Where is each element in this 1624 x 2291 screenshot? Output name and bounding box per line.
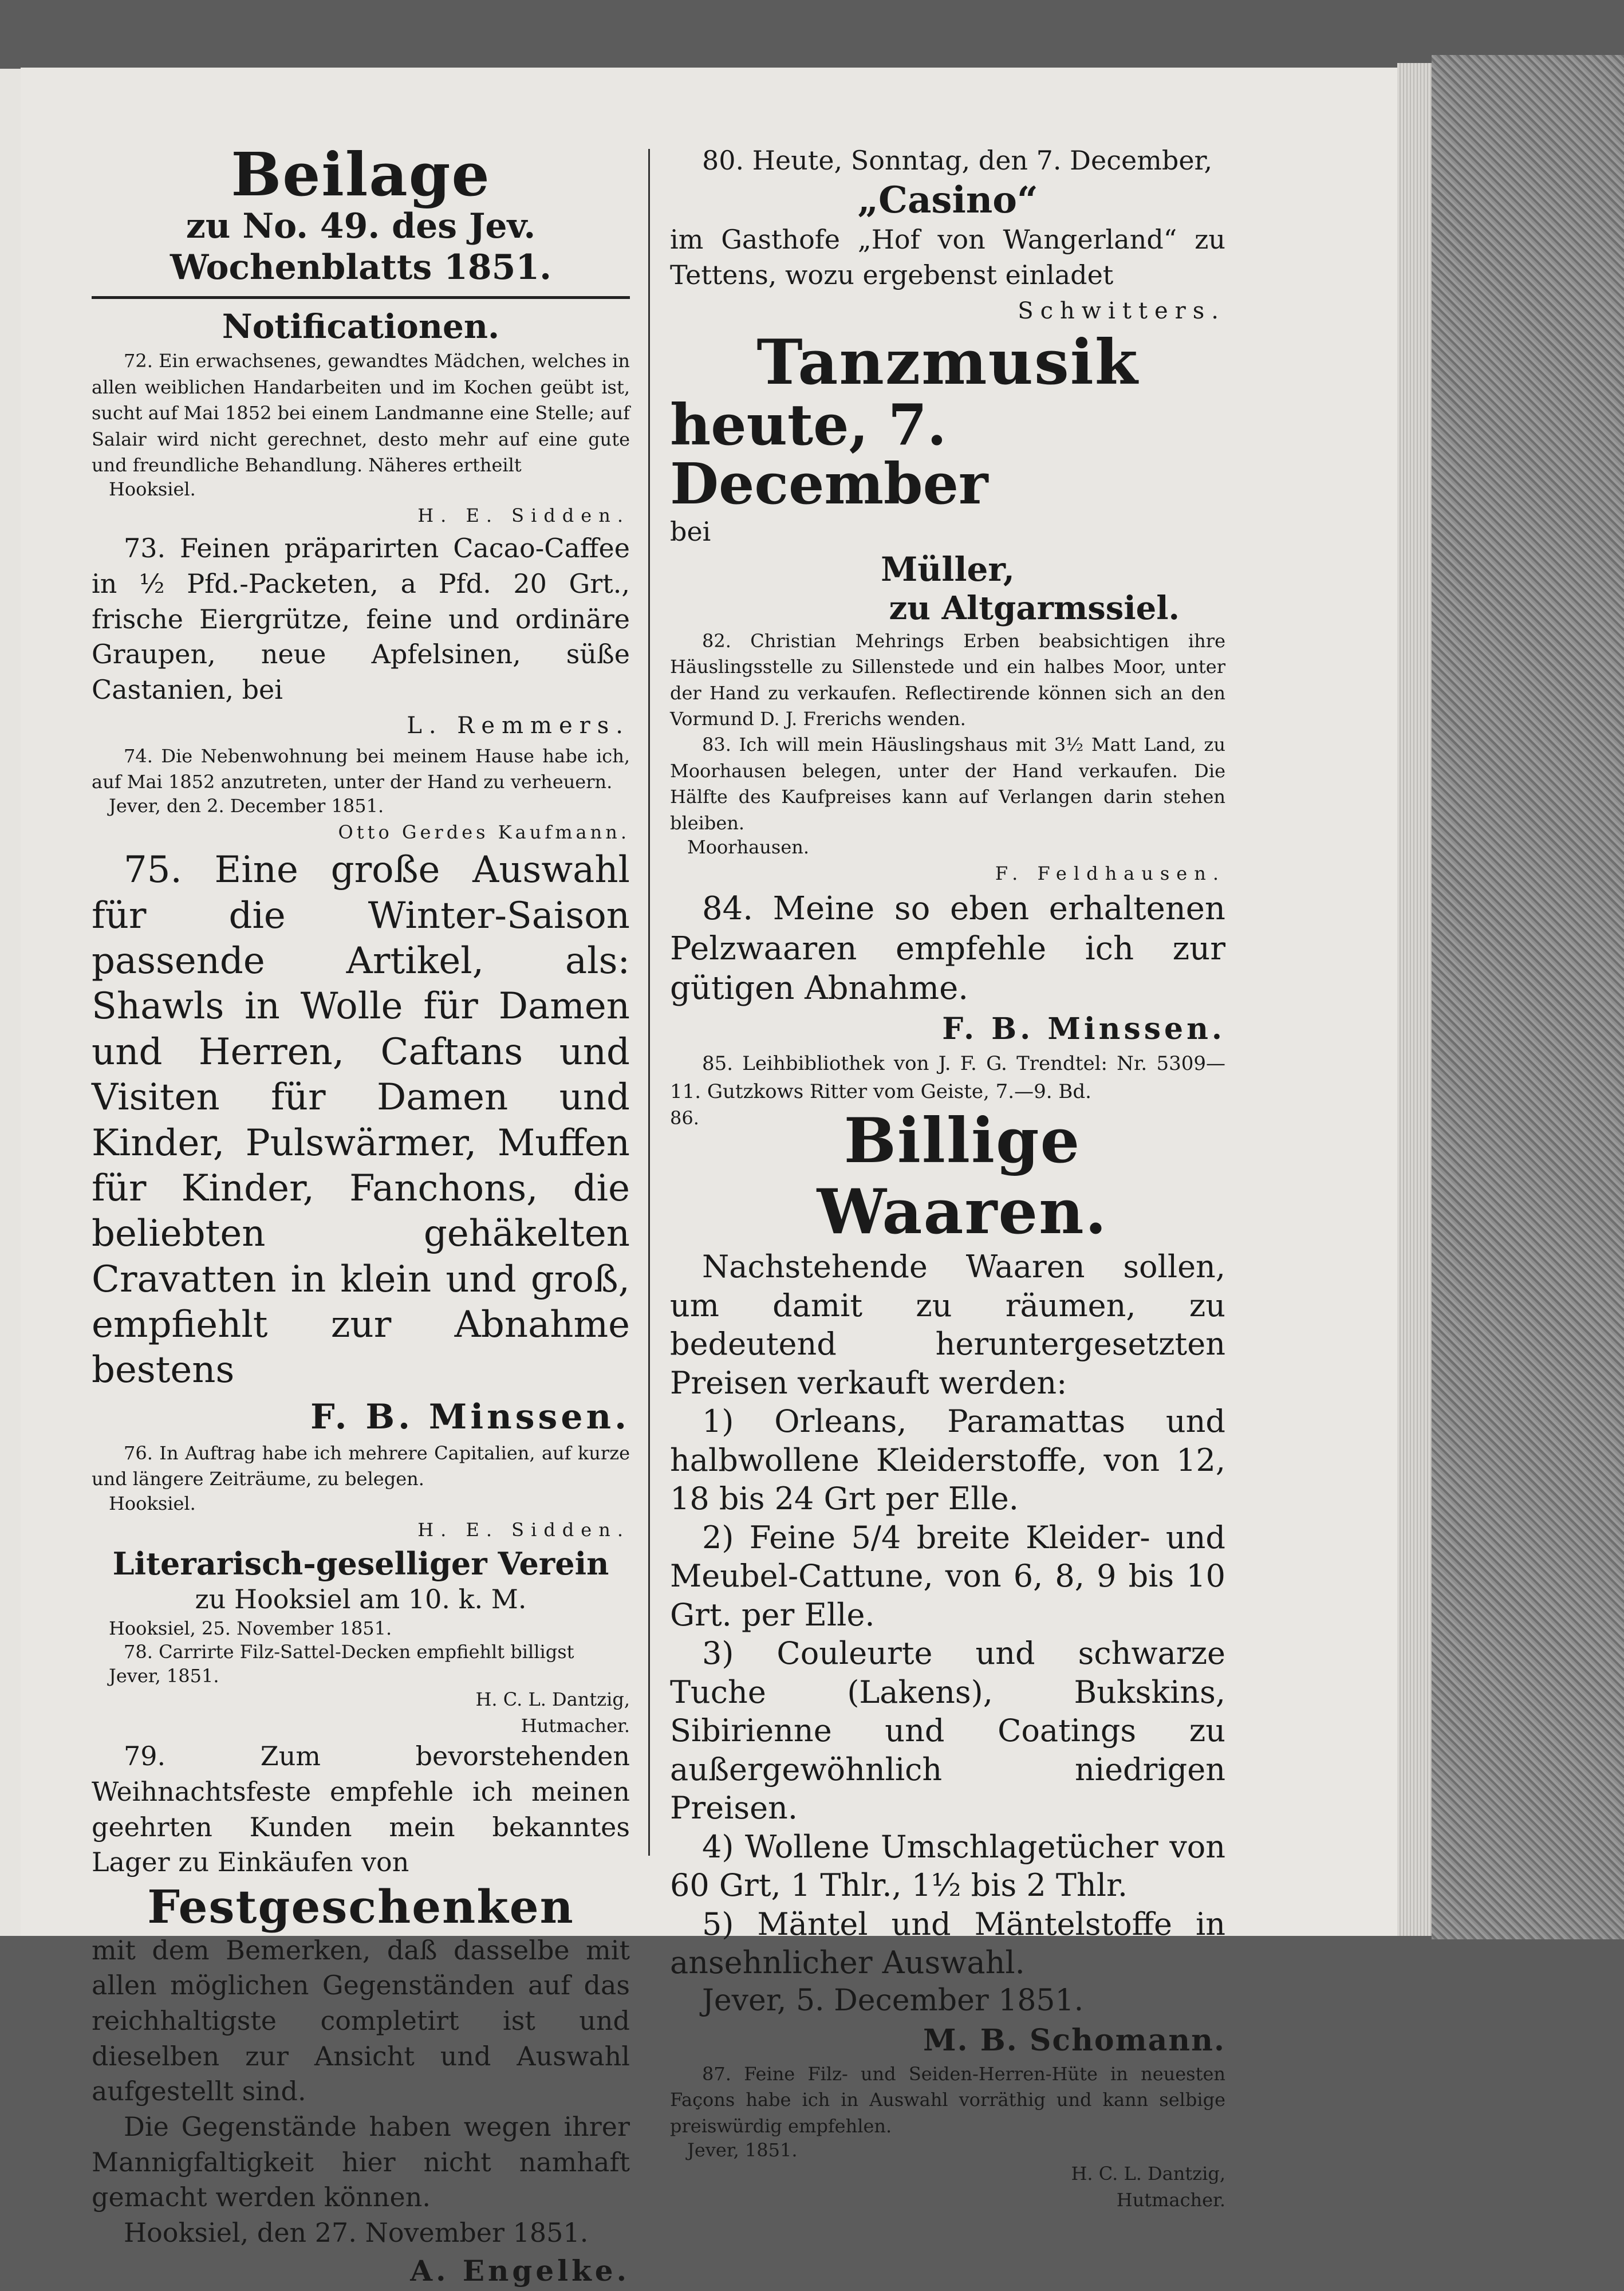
notice-80 — [670, 143, 1225, 324]
notice-86 — [670, 1105, 1225, 2058]
notice-76-signature: H. E. Sidden. — [417, 1518, 630, 1541]
notice-87-date: Jever, 1851. — [687, 2139, 798, 2162]
notice-83 — [670, 732, 1225, 884]
notice-79-text2: mit dem Bemerken, daß dasselbe mit allen möglichen Gegenständen auf das reichhaltigste completirt ist und dieselben zur Ansicht und Auswahl aufgestellt sind. — [92, 1934, 630, 2107]
notice-73-text: 73. Feinen präparirten Cacao-Caffee in ½ Pfd.-Packeten, a Pfd. 20 Grt., frische Eiergrütze, feine und ordinäre Graupen, neue Apfelsinen, süße Castanien, bei — [92, 533, 630, 705]
verein-line: zu Hooksiel am 10. k. M. — [195, 1584, 527, 1615]
notice-85-text: 85. Leihbibliothek von J. F. G. Trendtel: Nr. 5309—11. Gutzkows Ritter vom Geiste, 7.—9. Bd. — [670, 1052, 1225, 1103]
notice-83-text: 83. Ich will mein Häuslingshaus mit 3½ Matt Land, zu Moorhausen belegen, unter der Hand verkaufen. Die Hälfte des Kaufpreises kann auf Verlangen darin stehen bleiben. — [670, 734, 1225, 834]
notice-86-item-5: 5) Mäntel und Mäntelstoffe in ansehnlicher Auswahl. — [670, 1906, 1225, 1981]
notice-86-item-2: 2) Feine 5/4 breite Kleider- und Meubel-Cattune, von 6, 8, 9 bis 10 Grt. per Elle. — [670, 1519, 1225, 1633]
notice-79 — [92, 1739, 630, 2288]
notice-84-text: 84. Meine so eben erhaltenen Pelzwaaren empfehle ich zur gütigen Abnahme. — [670, 890, 1225, 1007]
notice-74-date: Jever, den 2. December 1851. — [109, 795, 384, 817]
page-subtitle: zu No. 49. des Jev. Wochenblatts 1851. — [170, 206, 552, 288]
notice-75-text: 75. Eine große Auswahl für die Winter-Saison passende Artikel, als: Shawls in Wolle für Damen und Herren, Caftans und Visiten für Damen und Kinder, Pulswärmer, Muffen für Kinder, Fanchons, die beliebten gehäkelten Cravatten in klein und groß, empfiehlt zur Abnahme bestens — [92, 849, 630, 1392]
notice-80-text: im Gasthofe „Hof von Wangerland“ zu Tettens, wozu ergebenst einladet — [670, 224, 1225, 291]
header-rule — [92, 296, 630, 299]
notice-75-signature: F. B. Minssen. — [310, 1396, 630, 1437]
left-column — [92, 139, 630, 2291]
page-block-edge — [1397, 63, 1432, 1936]
notice-87-text: 87. Feine Filz- und Seiden-Herren-Hüte in neuesten Façons habe ich in Auswahl vorräthig und kann selbige preiswürdig empfehlen. — [670, 2062, 1225, 2137]
notice-75 — [92, 848, 630, 1436]
notice-86-item-3: 3) Couleurte und schwarze Tuche (Lakens), Bukskins, Sibirienne und Coatings zu außergewöhnlich niedrigen Preisen. — [670, 1635, 1225, 1826]
notice-86-intro: Nachstehende Waaren sollen, um damit zu räumen, zu bedeutend heruntergesetzten Preisen verkauft werden: — [670, 1249, 1225, 1401]
notice-86-number: 86. — [670, 1107, 699, 1129]
notice-79-text3: Die Gegenstände haben wegen ihrer Mannigfaltigkeit hier nicht namhaft gemacht werden können. — [92, 2111, 630, 2213]
notice-77-verein — [92, 1545, 630, 1639]
notice-82-text: 82. Christian Mehrings Erben beabsichtigen ihre Häuslingsstelle zu Sillenstede und ein halbes Moor, unter der Hand zu verkaufen. Reflectirende können sich an den Vormund D. J. Frerichs wenden. — [670, 629, 1225, 730]
notice-78-date: Jever, 1851. — [109, 1665, 219, 1687]
notice-79-text: 79. Zum bevorstehenden Weihnachtsfeste empfehle ich meinen geehrten Kunden mein bekanntes Lager zu Einkäufen von — [92, 1741, 630, 1878]
notice-81-place: zu Altgarmssiel. — [889, 589, 1180, 628]
notice-73-signature: L. Remmers. — [407, 712, 630, 739]
notice-87 — [670, 2061, 1225, 2213]
notice-72-signature: H. E. Sidden. — [417, 505, 630, 527]
notice-81-title: Tanzmusik — [756, 326, 1139, 399]
verein-date: Hooksiel, 25. November 1851. — [109, 1617, 392, 1639]
notice-72-place: Hooksiel. — [109, 478, 196, 501]
left-page-edge — [0, 69, 21, 1936]
notice-83-signature: F. Feldhausen. — [995, 863, 1225, 885]
notice-84-signature: F. B. Minssen. — [942, 1011, 1225, 1047]
notice-82 — [670, 628, 1225, 733]
page-title: Beilage — [231, 139, 491, 210]
notice-85 — [670, 1050, 1225, 1105]
notice-87-signature-title: Hutmacher. — [1116, 2188, 1225, 2211]
notice-81 — [670, 326, 1225, 628]
notice-78-signature-title: Hutmacher. — [521, 1714, 630, 1737]
notice-80-casino: „Casino“ — [857, 178, 1038, 222]
notice-72 — [92, 348, 630, 526]
notice-86-date: Jever, 5. December 1851. — [702, 1983, 1084, 2018]
notice-78 — [92, 1639, 630, 1739]
notice-86-item-1: 1) Orleans, Paramattas und halbwollene Kleiderstoffe, von 12, 18 bis 24 Grt per Elle. — [670, 1403, 1225, 1517]
notice-76-place: Hooksiel. — [109, 1492, 196, 1514]
notice-78-text: 78. Carrirte Filz-Sattel-Decken empfiehlt billigst — [124, 1640, 574, 1663]
notice-79-date: Hooksiel, den 27. November 1851. — [124, 2217, 589, 2248]
notice-83-place: Moorhausen. — [687, 836, 810, 859]
notice-76 — [92, 1440, 630, 1541]
notice-74 — [92, 743, 630, 844]
notice-81-name: Müller, — [881, 549, 1015, 589]
column-divider — [648, 149, 650, 1856]
notice-80-signature: Schwitters. — [1018, 297, 1225, 324]
section-title: Notificationen. — [222, 307, 500, 347]
notice-81-bei: bei — [670, 516, 711, 548]
notice-79-headline: Festgeschenken — [147, 1879, 574, 1934]
notice-78-signature: H. C. L. Dantzig, — [475, 1688, 630, 1711]
verein-title: Literarisch-geselliger Verein — [112, 1545, 609, 1582]
notice-86-title: Billige Waaren. — [817, 1105, 1108, 1249]
notice-87-signature: H. C. L. Dantzig, — [1071, 2163, 1225, 2185]
notice-73 — [92, 531, 630, 738]
notice-80-line: 80. Heute, Sonntag, den 7. December, — [702, 145, 1213, 176]
notice-86-item-4: 4) Wollene Umschlagetücher von 60 Grt, 1 Thlr., 1½ bis 2 Thlr. — [670, 1828, 1225, 1904]
book-cover — [1432, 55, 1624, 1939]
notice-84 — [670, 889, 1225, 1046]
notice-76-text: 76. In Auftrag habe ich mehrere Capitalien, auf kurze und längere Zeiträume, zu belegen. — [92, 1442, 630, 1490]
notice-79-signature: A. Engelke. — [410, 2254, 630, 2288]
notice-74-signature: Otto Gerdes Kaufmann. — [338, 821, 630, 844]
notice-86-signature: M. B. Schomann. — [923, 2022, 1225, 2058]
notice-72-text: 72. Ein erwachsenes, gewandtes Mädchen, welches in allen weiblichen Handarbeiten und im Kochen geübt ist, sucht auf Mai 1852 bei einem Landmanne eine Stelle; auf Salair wird nicht gerechnet, desto mehr auf eine gute und freundliche Behandlung. Näheres ertheilt — [92, 350, 630, 476]
notice-81-line: heute, 7. December — [670, 392, 988, 518]
notice-74-text: 74. Die Nebenwohnung bei meinem Hause habe ich, auf Mai 1852 anzutreten, unter der Hand zu verheuern. — [92, 745, 630, 793]
right-column — [670, 143, 1225, 2213]
